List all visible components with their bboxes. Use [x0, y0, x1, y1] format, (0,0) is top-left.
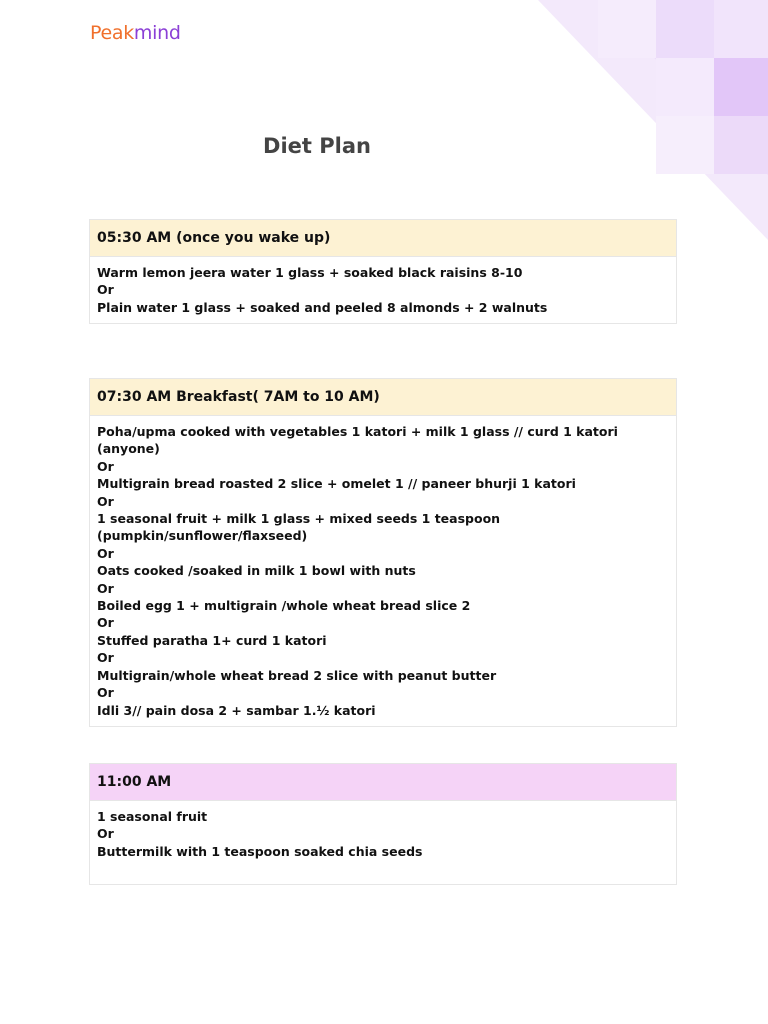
meal-time-header: 11:00 AM	[90, 764, 676, 801]
meal-option-or: Or	[97, 493, 114, 509]
meal-options	[90, 257, 676, 324]
meal-card-breakfast	[89, 378, 677, 727]
meal-option-or: Or	[97, 685, 114, 701]
meal-option-line: Boiled egg 1 + multigrain /whole wheat bread slice 2	[97, 598, 471, 614]
meal-option-line: Multigrain bread roasted 2 slice + omelet 1 // paneer bhurji 1 katori	[97, 476, 576, 492]
peakmind-logo: Peakmind	[90, 22, 181, 44]
meal-option-line: Poha/upma cooked with vegetables 1 katori + milk 1 glass // curd 1 katori (anyone)	[97, 424, 618, 457]
corner-decoration	[538, 0, 768, 240]
page-title: Diet Plan	[263, 134, 371, 158]
meal-option-or: Or	[97, 545, 114, 561]
meal-card-mid-morning	[89, 763, 677, 885]
meal-options	[90, 801, 676, 868]
meal-option-line: Buttermilk with 1 teaspoon soaked chia seeds	[97, 843, 423, 859]
meal-option-line: 1 seasonal fruit	[97, 809, 208, 824]
meal-card-wake-up	[89, 219, 677, 324]
meal-options	[90, 416, 676, 727]
meal-option-or: Or	[97, 580, 114, 596]
meal-option-line: Warm lemon jeera water 1 glass + soaked black raisins 8-10	[97, 265, 523, 280]
meal-option-or: Or	[97, 826, 114, 842]
meal-option-line: 1 seasonal fruit + milk 1 glass + mixed seeds 1 teaspoon (pumpkin/sunflower/flaxseed)	[97, 511, 501, 544]
meal-option-line: Idli 3// pain dosa 2 + sambar 1.½ katori	[97, 702, 376, 718]
meal-option-line: Multigrain/whole wheat bread 2 slice with peanut butter	[97, 667, 497, 683]
meal-option-or: Or	[97, 458, 114, 474]
meal-time-header: 05:30 AM (once you wake up)	[90, 220, 676, 257]
meal-option-or: Or	[97, 282, 114, 298]
meal-option-line: Oats cooked /soaked in milk 1 bowl with nuts	[97, 563, 416, 579]
meal-option-or: Or	[97, 615, 114, 631]
meal-option-line: Plain water 1 glass + soaked and peeled 8 almonds + 2 walnuts	[97, 299, 548, 315]
meal-time-header: 07:30 AM Breakfast( 7AM to 10 AM)	[90, 379, 676, 416]
meal-option-line: Stuffed paratha 1+ curd 1 katori	[97, 632, 327, 648]
meal-option-or: Or	[97, 650, 114, 666]
